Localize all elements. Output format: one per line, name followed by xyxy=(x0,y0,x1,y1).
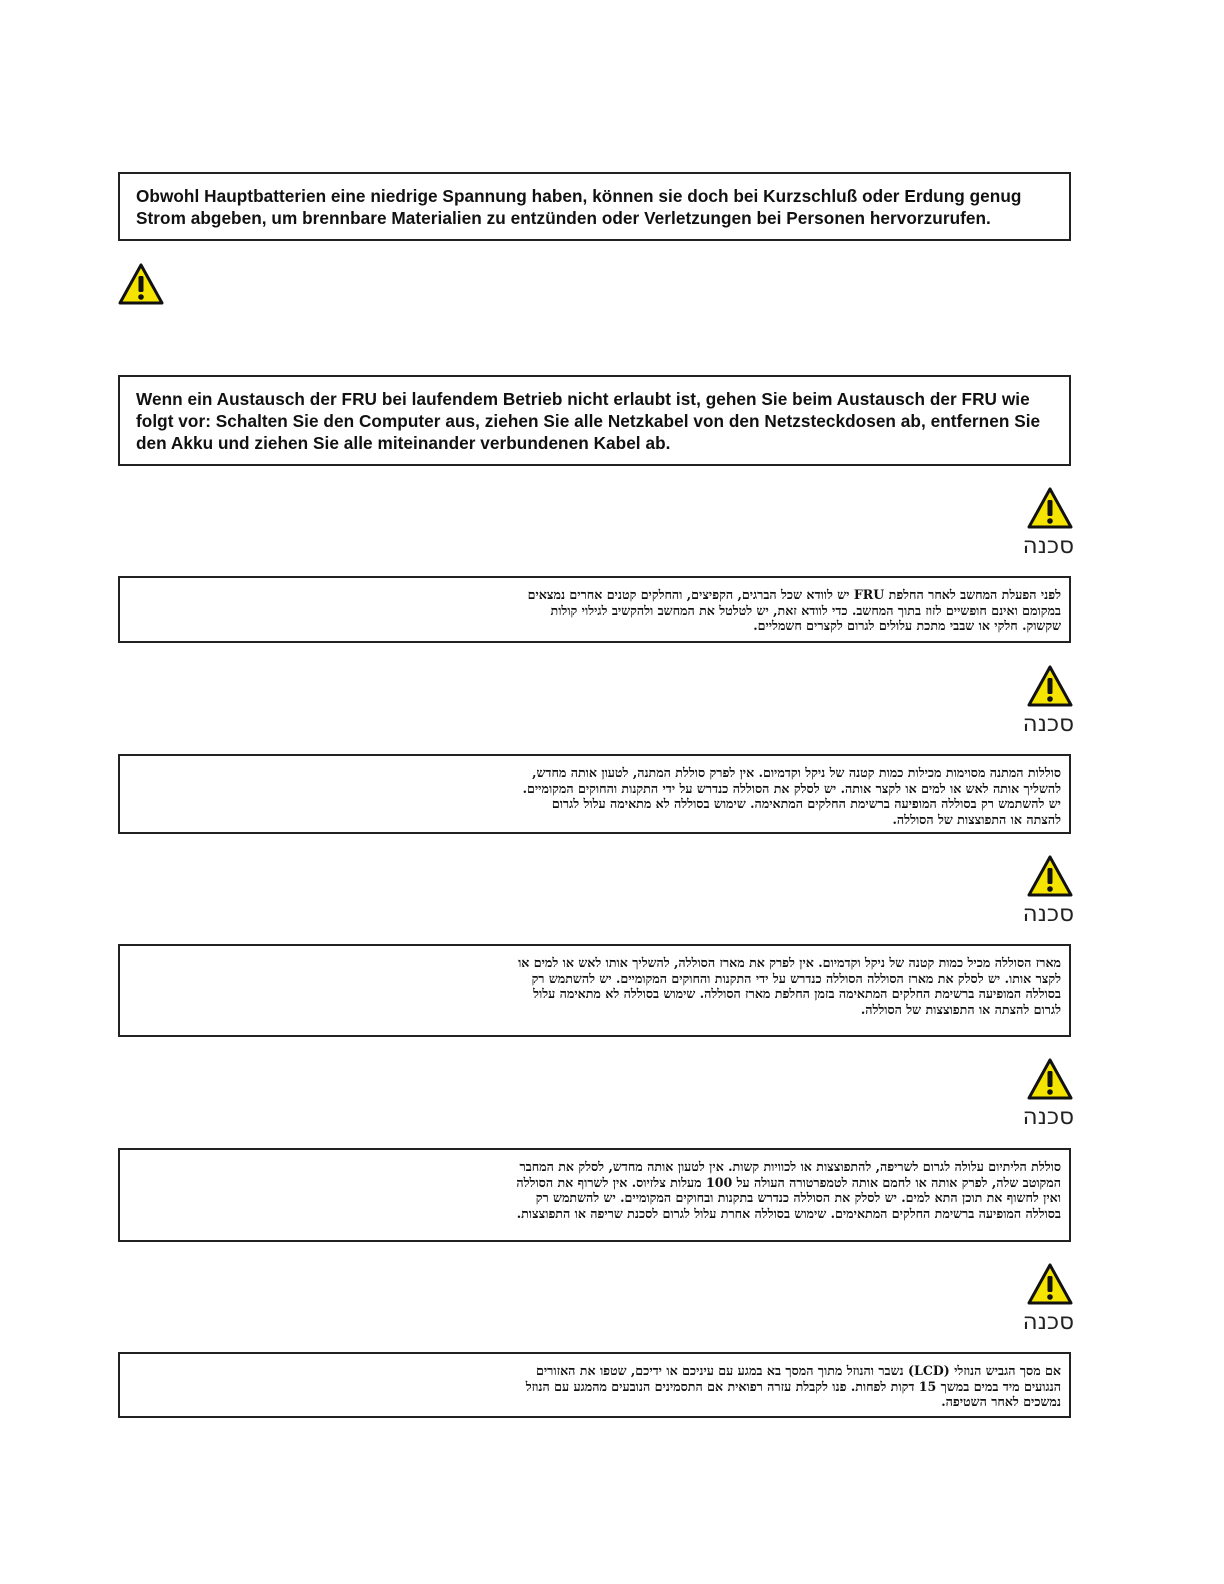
danger-label: סכנה xyxy=(1022,1104,1074,1130)
notice-box-battery-pack xyxy=(118,944,1071,1037)
notice-text: סוללות המתנה מסוימות מכילות כמות קטנה של ניקל וקדמיום. אין לפרק סוללת המתנה, לטעון אותה מחדש, להשליך אותה לאש או למים או לקצר אותה. יש לסלק את הסוללה כנדרש על ידי התקנות והחוקים המקומיים. יש להשתמש רק בסוללה המופיעה ברשימת החלקים המתאימה. שימוש בסוללה לא מתאימה עלול לגרום להצתה או התפוצצות של הסוללה. xyxy=(522,765,1061,827)
notice-text: Obwohl Hauptbatterien eine niedrige Spannung haben, können sie doch bei Kurzschluß oder Erdung genug Strom abgeben, um brennbare Materialien zu entzünden oder Verletzungen bei Personen hervorzurufen. xyxy=(136,186,1022,228)
danger-label: סכנה xyxy=(1022,901,1074,927)
notice-text: לפני הפעלת המחשב לאחר החלפת FRU יש לוודא שכל הברגים, הקפיצים, והחלקים קטנים אחרים נמצאים במקומם ואינם חופשיים לזוז בתוך המחשב. כדי לוודא זאת, יש לטלטל את המחשב ולהקשיב לגילוי קולות שקשוק. חלקי או שבבי מתכת עלולים לגרום לקצרים חשמליים. xyxy=(527,587,1061,633)
warning-triangle-icon xyxy=(1027,487,1073,529)
danger-label: סכנה xyxy=(1022,533,1074,559)
notice-box-battery-short-circuit xyxy=(118,172,1071,241)
notice-box-backup-battery xyxy=(118,754,1071,834)
danger-label: סכנה xyxy=(1022,711,1074,737)
notice-box-loose-parts xyxy=(118,576,1071,643)
warning-triangle-icon xyxy=(1027,855,1073,897)
notice-box-lcd-fluid xyxy=(118,1352,1071,1418)
notice-text: Wenn ein Austausch der FRU bei laufendem Betrieb nicht erlaubt ist, gehen Sie beim Austausch der FRU wie folgt vor: Schalten Sie den Computer aus, ziehen Sie alle Netzkabel von den Netzsteckdosen ab, entfernen Sie den Akku und ziehen Sie alle miteinander verbundenen Kabel ab. xyxy=(136,389,1041,453)
notice-text: אם מסך הגביש הנוזלי (LCD) נשבר והנוזל מתוך המסך בא במגע עם עיניכם או ידיכם, שטפו את האזורים הנגועים מיד במים במשך 15 דקות לפחות. פנו לקבלת עזרה רפואית אם התסמינים הנובעים מהמגע עם הנוזל נמשכים לאחר השטיפה. xyxy=(525,1363,1061,1409)
notice-box-fru-replacement xyxy=(118,375,1071,466)
warning-triangle-icon xyxy=(1027,1263,1073,1305)
warning-triangle-icon xyxy=(118,263,164,305)
notice-text: סוללת הליתיום עלולה לגרום לשריפה, להתפוצצות או לכוויות קשות. אין לטעון אותה מחדש, לסלק את המחבר המקוטב שלה, לפרק אותה או לחמם אותה לטמפרטורה העולה על 100 מעלות צלזיוס. אין לשרוף את הסוללה ואין לחשוף את תוכן התא למים. יש לסלק את הסוללה כנדרש בתקנות ובחוקים המקומיים. יש להשתמש רק בסוללה המופיעה ברשימת החלקים המתאימים. שימוש בסוללה אחרת עלול לגרום לסכנת שריפה או התפוצצות. xyxy=(516,1159,1061,1221)
notice-text: מארז הסוללה מכיל כמות קטנה של ניקל וקדמיום. אין לפרק את מארז הסוללה, להשליך אותו לאש או למים או לקצר אותו. יש לסלק את מארז הסוללה הסוללה כנדרש על ידי התקנות והחוקים המקומיים. יש להשתמש רק בסוללה המופיעה ברשימת החלקים המתאימה בזמן החלפת מארז הסוללה. שימוש בסוללה לא מתאימה עלול לגרום להצתה או התפוצצות של הסוללה. xyxy=(518,955,1061,1017)
warning-triangle-icon xyxy=(1027,665,1073,707)
danger-label: סכנה xyxy=(1022,1309,1074,1335)
notice-box-lithium-battery xyxy=(118,1148,1071,1242)
warning-triangle-icon xyxy=(1027,1058,1073,1100)
